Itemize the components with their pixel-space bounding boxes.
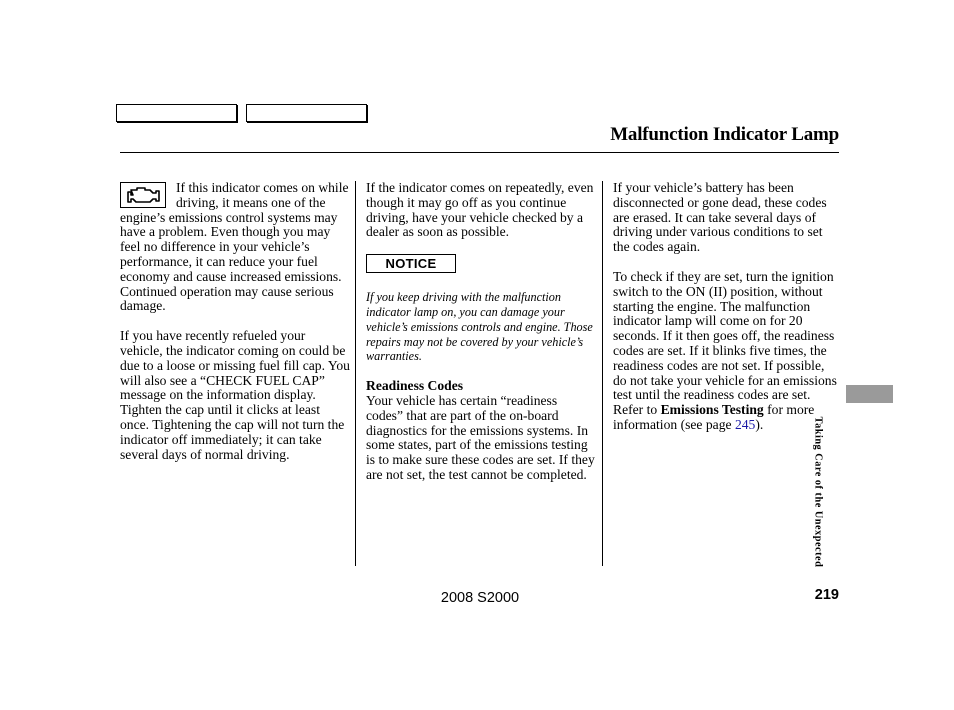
title-rule <box>120 152 839 153</box>
section-side-label: Taking Care of the Unexpected <box>812 416 824 568</box>
page-number: 219 <box>814 587 839 603</box>
col3-paragraph-1: If your vehicle’s battery has been disconnected or gone dead, these codes are erased. It can take several days of driving under various conditions to set the codes again. <box>613 180 827 255</box>
col2-paragraph-2: Your vehicle has certain “readiness codes” that are part of the on-board diagnostics for the emissions systems. In some states, part of the emissions testing is to make sure these codes are set. If they are not set, the test cannot be completed. <box>366 392 595 482</box>
emissions-testing-ref: Emissions Testing <box>660 402 764 418</box>
nav-button-2[interactable] <box>246 104 367 122</box>
column-divider <box>602 181 603 566</box>
col3-paragraph-2 <box>613 270 839 433</box>
section-tab[interactable] <box>846 385 893 403</box>
check-engine-icon <box>120 182 166 208</box>
col1-paragraph-2: If you have recently refueled your vehicle, the indicator coming on could be due to a loose or missing fuel fill cap. You will also see a “CHECK FUEL CAP” message on the information display. Tighten the cap until it clicks at least once. Tightening the cap will not turn the indicator off immediately; it can take several days of normal driving. <box>120 328 350 462</box>
notice-text: If you keep driving with the malfunction indicator lamp on, you can damage your vehicle’s emissions controls and engine. Those repairs may not be covered by your vehicle’s warranties. <box>366 290 593 364</box>
readiness-codes-heading: Readiness Codes <box>366 378 464 394</box>
ref-text: for more information (see page <box>613 402 815 432</box>
col3-paragraph-2-text: To check if they are set, turn the ignition switch to the ON (II) position, without starting the engine. The malfunction indicator lamp will come on for 20 seconds. If it then goes off, the readiness codes are set. If it blinks five times, the readiness codes are not set. If possible, do not take your vehicle for an emissions test until the readiness codes are set. Refer to <box>613 268 837 418</box>
col2-paragraph-1: If the indicator comes on repeatedly, even though it may go off as you continue driving, have your vehicle checked by a dealer as soon as possible. <box>366 180 594 240</box>
column-1 <box>120 181 350 462</box>
column-divider <box>355 181 356 566</box>
col1-paragraph-1: If this indicator comes on while driving, it means one of the engine’s emissions control systems may have a problem. Even though you may feel no difference in your vehicle’s performance, it can reduce your fuel economy and cause increased emissions. Continued operation may cause serious damage. <box>120 180 349 314</box>
column-2 <box>366 181 596 483</box>
page-245-link[interactable]: 245 <box>734 416 756 432</box>
ref-end: ). <box>755 416 764 432</box>
footer-model: 2008 S2000 <box>440 590 520 606</box>
column-3 <box>613 181 839 433</box>
page-title: Malfunction Indicator Lamp <box>610 124 839 145</box>
nav-button-1[interactable] <box>116 104 237 122</box>
notice-label: NOTICE <box>366 254 456 273</box>
